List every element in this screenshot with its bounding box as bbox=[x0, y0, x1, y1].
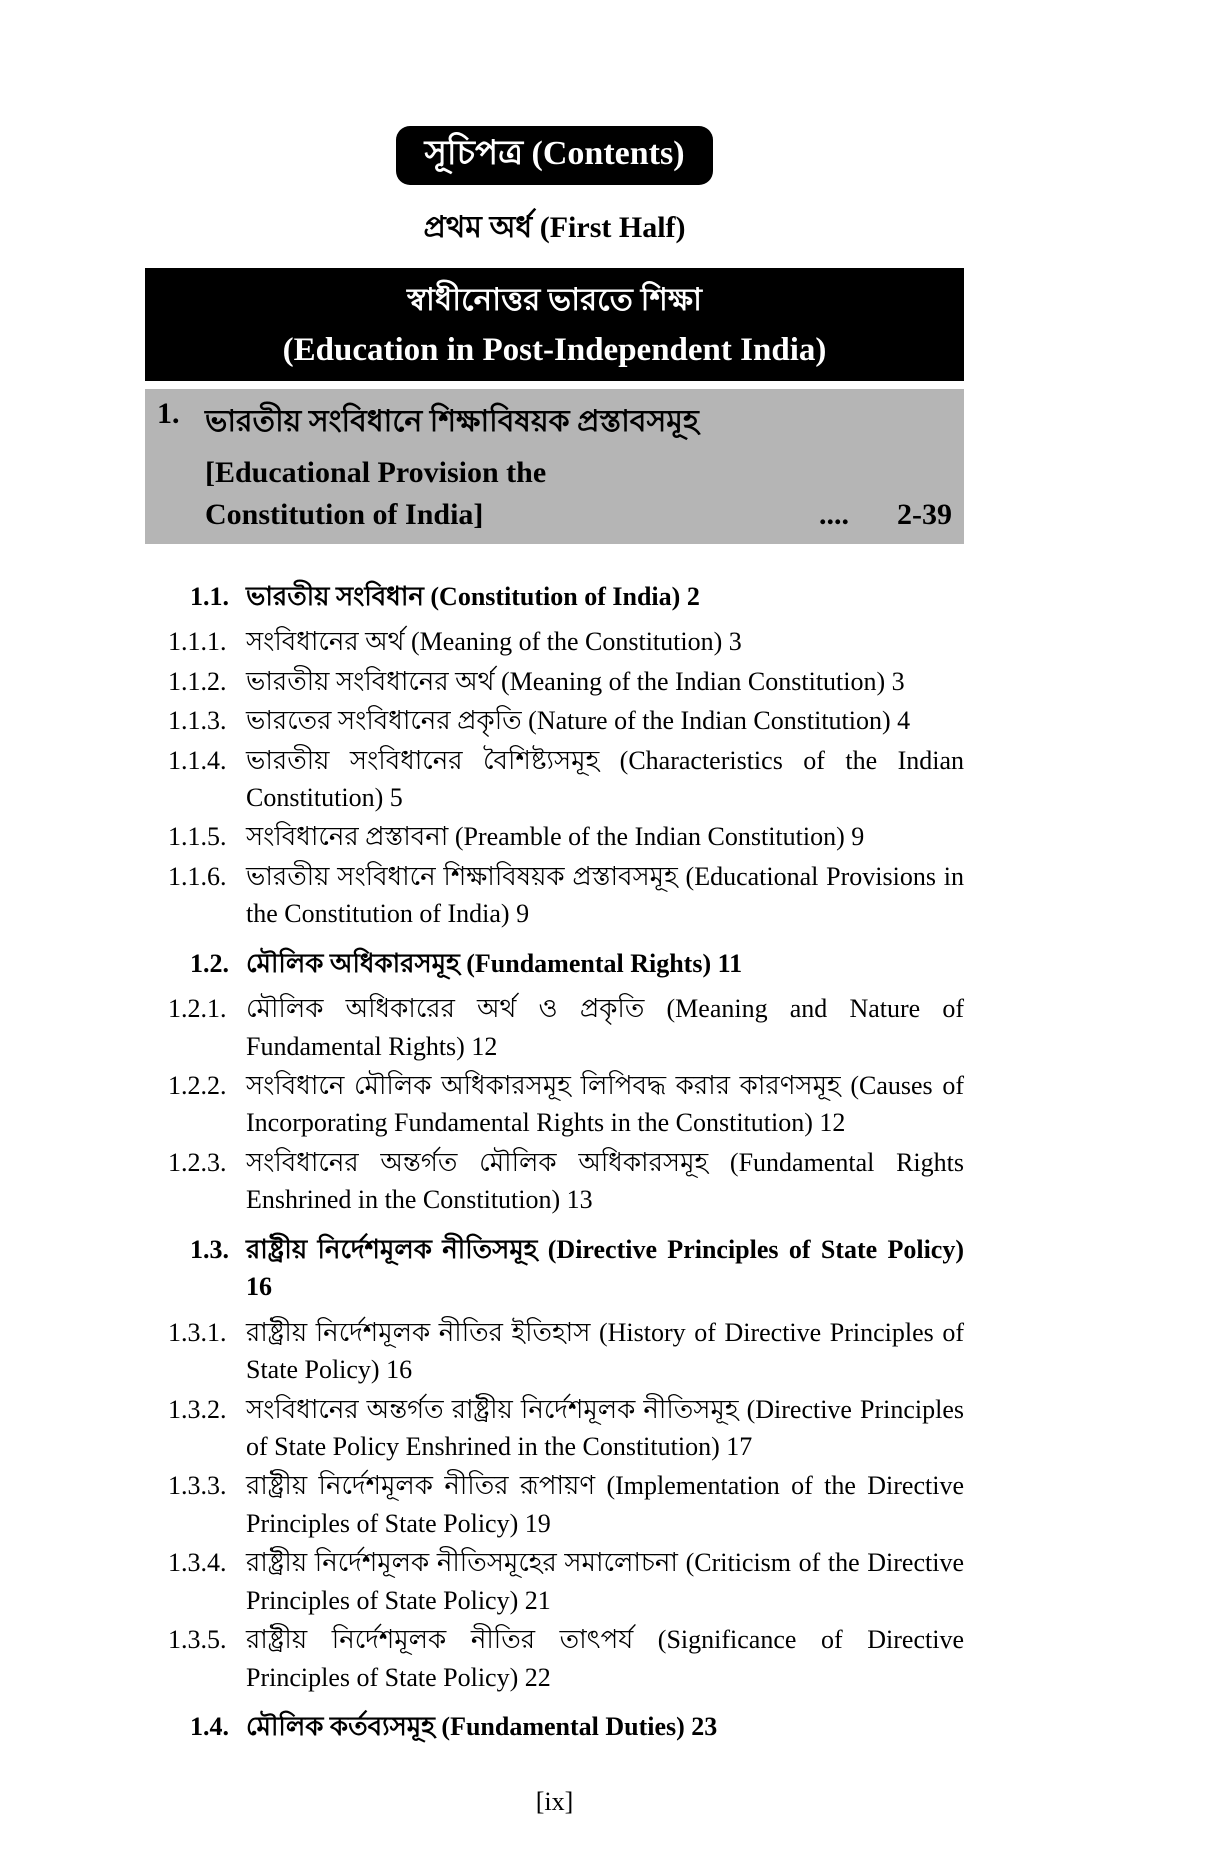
toc-entry bbox=[168, 663, 964, 700]
toc-entry-text: মৌলিক অধিকারের অর্থ ও প্রকৃতি (Meaning and Nature of Fundamental Rights) 12 bbox=[246, 994, 964, 1061]
toc-entry-text: সংবিধানের অন্তর্গত মৌলিক অধিকারসমূহ (Fundamental Rights Enshrined in the Constitution) 13 bbox=[246, 1147, 964, 1215]
toc-entry-number: 1.1.2. bbox=[168, 666, 227, 696]
toc-entry-number: 1.1.3. bbox=[168, 706, 227, 736]
toc-entry bbox=[168, 1708, 964, 1745]
toc-entry bbox=[168, 1314, 964, 1389]
toc-entry-number: 1.1.4. bbox=[168, 745, 227, 775]
toc-entry-number: 1.1.5. bbox=[168, 822, 227, 852]
toc-entry-text: ভারতের সংবিধানের প্রকৃতি (Nature of the Indian Constitution) 4 bbox=[246, 706, 911, 736]
page-number-footer: [ix] bbox=[535, 1787, 574, 1817]
toc-entry-text: রাষ্ট্রীয় নির্দেশমূলক নীতির ইতিহাস (History of Directive Principles of State Policy) 16 bbox=[246, 1317, 964, 1385]
toc-entry-number: 1.3.4. bbox=[168, 1548, 227, 1578]
toc-entry-text: সংবিধানে মৌলিক অধিকারসমূহ লিপিবদ্ধ করার কারণসমূহ (Causes of Incorporating Fundamental Rights in the Constitution) 12 bbox=[246, 1071, 964, 1138]
section-number: 1. bbox=[157, 396, 180, 430]
toc-entry-text: রাষ্ট্রীয় নির্দেশমূলক নীতিসমূহ (Directive Principles of State Policy) 16 bbox=[246, 1234, 964, 1302]
chapter-banner bbox=[145, 268, 964, 381]
toc-entry-number: 1.2. bbox=[190, 948, 229, 978]
toc-entry bbox=[168, 1467, 964, 1542]
toc-entry-text: ভারতীয় সংবিধান (Constitution of India) 2 bbox=[246, 581, 700, 611]
section-banner bbox=[145, 389, 964, 544]
toc-entry bbox=[168, 1067, 964, 1142]
toc-entry-number: 1.1.6. bbox=[168, 861, 227, 891]
toc-entry-number: 1.1.1. bbox=[168, 627, 227, 657]
toc-entry-text: সংবিধানের অর্থ (Meaning of the Constitution) 3 bbox=[246, 627, 742, 657]
section-page-range: 2-39 bbox=[897, 497, 952, 531]
toc-entry bbox=[168, 742, 964, 817]
toc-entry-number: 1.2.2. bbox=[168, 1071, 227, 1101]
toc-entry-number: 1.2.1. bbox=[168, 994, 227, 1024]
toc-list bbox=[168, 566, 964, 1754]
toc-entry-number: 1.3. bbox=[190, 1234, 229, 1264]
section-title-english-line1: [Educational Provision the bbox=[205, 455, 547, 489]
section-title-english-line2: Constitution of India] bbox=[205, 497, 484, 531]
toc-entry bbox=[168, 1621, 964, 1696]
toc-entry bbox=[168, 945, 964, 982]
toc-entry-number: 1.3.3. bbox=[168, 1471, 227, 1501]
toc-entry bbox=[168, 623, 964, 660]
toc-entry-number: 1.1. bbox=[190, 581, 229, 611]
contents-title-row bbox=[145, 126, 964, 185]
toc-entry bbox=[168, 1544, 964, 1619]
toc-entry bbox=[168, 990, 964, 1065]
section-heading-bengali-row bbox=[157, 397, 952, 448]
toc-entry-number: 1.4. bbox=[190, 1712, 229, 1742]
section-title-english-line2-row bbox=[205, 498, 952, 532]
leader-dots: .... bbox=[819, 497, 849, 531]
toc-entry-text: মৌলিক কর্তব্যসমূহ (Fundamental Duties) 23 bbox=[246, 1712, 718, 1742]
first-half-heading: প্রথম অর্ধ (First Half) bbox=[423, 210, 686, 244]
toc-entry-text: সংবিধানের প্রস্তাবনা (Preamble of the Indian Constitution) 9 bbox=[246, 822, 865, 852]
toc-entry-text: মৌলিক অধিকারসমূহ (Fundamental Rights) 11 bbox=[246, 948, 743, 978]
toc-entry bbox=[168, 858, 964, 933]
toc-entry-number: 1.3.5. bbox=[168, 1625, 227, 1655]
toc-entry bbox=[168, 1144, 964, 1219]
toc-entry-text: রাষ্ট্রীয় নির্দেশমূলক নীতিসমূহের সমালোচনা (Criticism of the Directive Principles of State Policy) 21 bbox=[246, 1548, 964, 1615]
chapter-title-english: (Education in Post-Independent India) bbox=[282, 331, 827, 368]
toc-entry-text: রাষ্ট্রীয় নির্দেশমূলক নীতির রূপায়ণ (Implementation of the Directive Principles of State Policy) 19 bbox=[246, 1471, 964, 1538]
section-title-bengali: ভারতীয় সংবিধানে শিক্ষাবিষয়ক প্রস্তাবসমূহ bbox=[205, 404, 699, 438]
toc-entry-text: রাষ্ট্রীয় নির্দেশমূলক নীতির তাৎপর্য (Significance of Directive Principles of State Policy) 22 bbox=[246, 1625, 964, 1692]
toc-entry bbox=[168, 702, 964, 739]
toc-entry-text: ভারতীয় সংবিধানের বৈশিষ্ট্যসমূহ (Characteristics of the Indian Constitution) 5 bbox=[246, 745, 964, 812]
toc-entry-number: 1.3.1. bbox=[168, 1317, 227, 1347]
toc-entry bbox=[168, 1231, 964, 1306]
toc-entry-text: ভারতীয় সংবিধানে শিক্ষাবিষয়ক প্রস্তাবসমূহ (Educational Provisions in the Constitution of India) 9 bbox=[246, 861, 964, 929]
toc-entry-text: ভারতীয় সংবিধানের অর্থ (Meaning of the Indian Constitution) 3 bbox=[246, 666, 905, 696]
contents-title: সূচিপত্র (Contents) bbox=[396, 126, 712, 185]
toc-entry bbox=[168, 578, 964, 615]
toc-entry-number: 1.2.3. bbox=[168, 1147, 227, 1177]
toc-entry bbox=[168, 818, 964, 855]
chapter-title-bengali: স্বাধীনোত্তর ভারতে শিক্ষা bbox=[407, 281, 702, 317]
toc-entry-text: সংবিধানের অন্তর্গত রাষ্ট্রীয় নির্দেশমূলক নীতিসমূহ (Directive Principles of State Policy Enshrined in the Constitution) 17 bbox=[246, 1394, 964, 1461]
toc-entry-number: 1.3.2. bbox=[168, 1394, 227, 1424]
toc-entry bbox=[168, 1391, 964, 1466]
